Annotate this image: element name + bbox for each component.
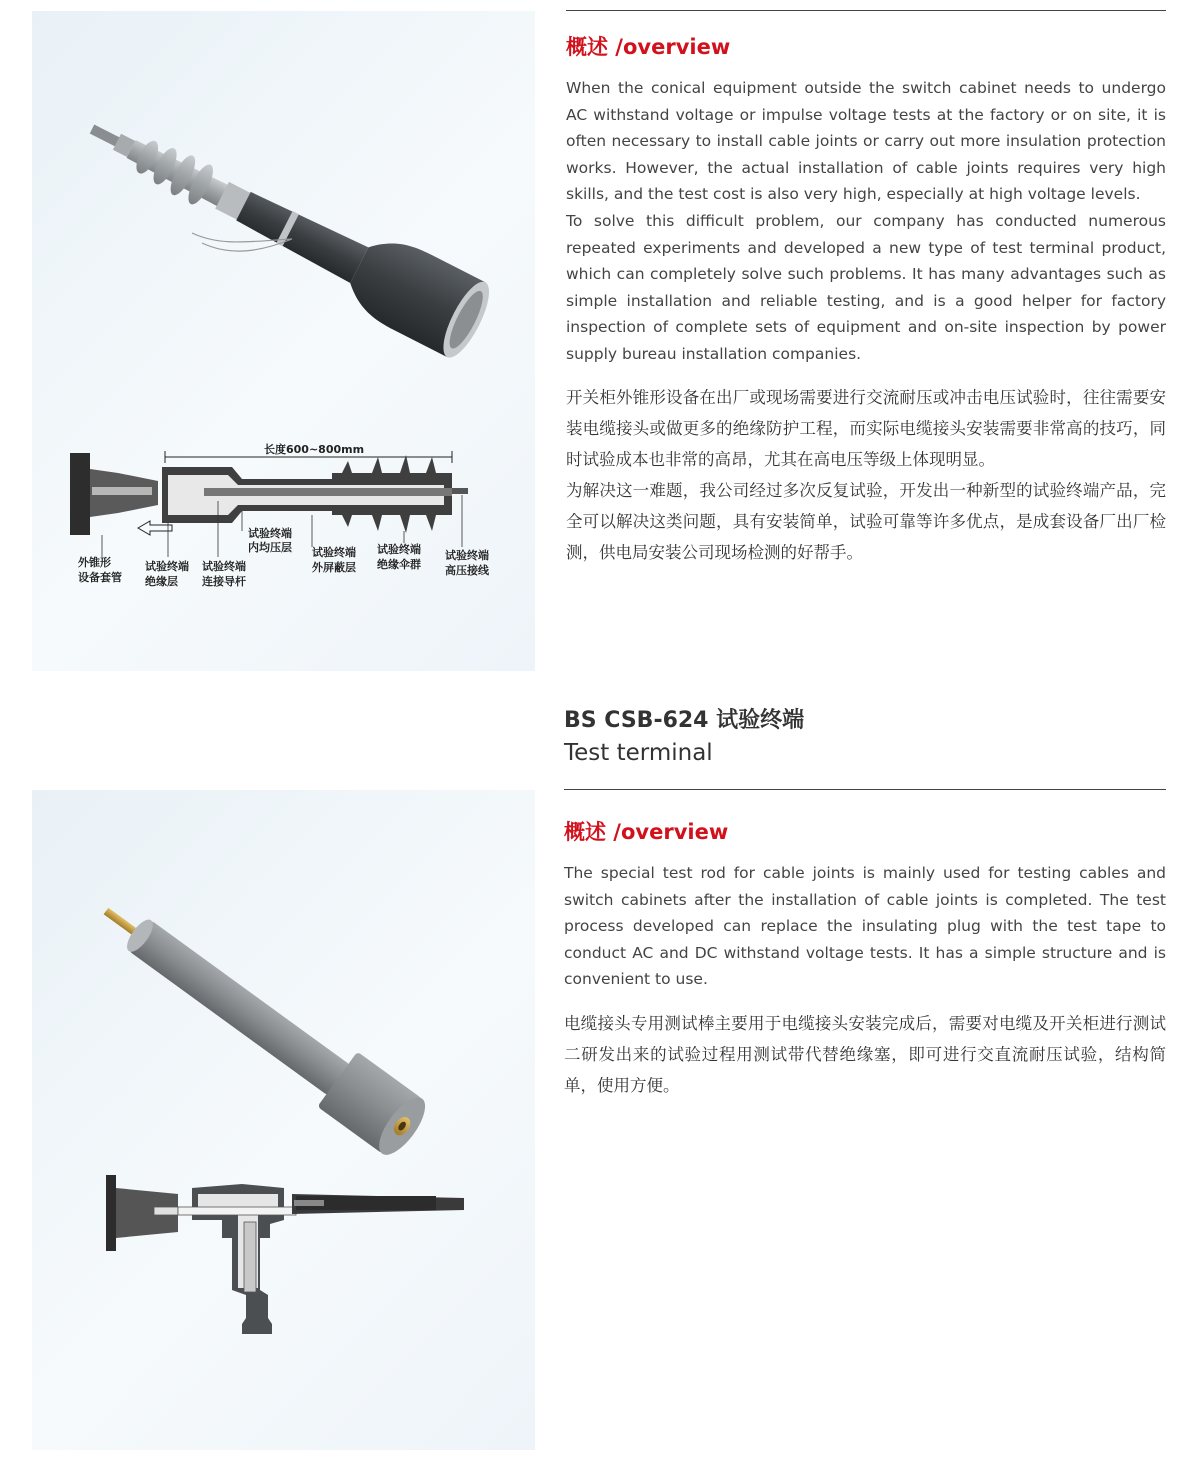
label-outer-2: 外屏蔽层 bbox=[312, 561, 356, 574]
label-conductor-1: 试验终端 bbox=[202, 560, 246, 573]
section-divider bbox=[564, 789, 1166, 790]
overview-title: 概述 /overview bbox=[564, 820, 729, 844]
label-hv-2: 高压接线 bbox=[445, 564, 489, 577]
label-inner-1: 试验终端 bbox=[248, 527, 292, 540]
product-subtitle: Test terminal bbox=[564, 740, 713, 766]
overview-paragraph: When the conical equipment outside the switch cabinet needs to undergo AC withstand voltage or impulse voltage tests at the factory or on site, it is often necessary to install cable joints or carry out more insulation protection works. However, the actual installation of cable joints requires very high skills, and the test cost is also very high, especially at high voltage levels. bbox=[566, 79, 1166, 204]
cross-section-diagram bbox=[70, 442, 490, 588]
label-inner-2: 内均压层 bbox=[248, 541, 292, 554]
overview-title: 概述 /overview bbox=[566, 35, 731, 59]
label-sheds-2: 绝缘伞群 bbox=[377, 558, 421, 571]
test-rod-photo bbox=[32, 790, 535, 1450]
label-bushing-2: 设备套管 bbox=[78, 571, 122, 584]
overview-english-text bbox=[564, 860, 1166, 993]
label-insulation-2: 绝缘层 bbox=[145, 575, 178, 588]
section-divider bbox=[566, 10, 1166, 11]
test-terminal-photo bbox=[32, 11, 535, 671]
label-bushing-1: 外锥形 bbox=[78, 556, 111, 569]
overview-english-text bbox=[566, 75, 1166, 368]
overview-paragraph: To solve this difficult problem, our company has conducted numerous repeated experiments and developed a new type of test terminal product, which can completely solve such problems. It has many advantages such as simple installation and reliable testing, and is a good helper for factory inspection of complete sets of equipment and on-site inspection by power supply bureau installation companies. bbox=[566, 211, 1166, 363]
overview-paragraph: 电缆接头专用测试棒主要用于电缆接头安装完成后，需要对电缆及开关柜进行测试二研发出来的试验过程用测试带代替绝缘塞，即可进行交直流耐压试验，结构简单，使用方便。 bbox=[564, 1014, 1166, 1095]
label-outer-1: 试验终端 bbox=[312, 546, 356, 559]
label-sheds-1: 试验终端 bbox=[377, 543, 421, 556]
label-hv-1: 试验终端 bbox=[445, 549, 489, 562]
diagram-length-label: 长度600~800mm bbox=[264, 443, 365, 456]
overview-chinese-text bbox=[566, 382, 1166, 568]
product-title: BS CSB-624 试验终端 bbox=[564, 708, 805, 733]
overview-paragraph: The special test rod for cable joints is mainly used for testing cables and switch cabinets after the installation of cable joints is completed. The test process developed can replace the insulating plug with the test tape to conduct AC and DC withstand voltage tests. It has a simple structure and is convenient to use. bbox=[564, 864, 1166, 989]
product-image-panel-2 bbox=[32, 790, 535, 1450]
product-image-panel-1 bbox=[32, 11, 535, 671]
label-conductor-2: 连接导杆 bbox=[202, 575, 246, 588]
overview-chinese-text bbox=[564, 1008, 1166, 1101]
overview-paragraph: 为解决这一难题，我公司经过多次反复试验，开发出一种新型的试验终端产品，完全可以解决这类问题，具有安装简单，试验可靠等许多优点，是成套设备厂出厂检测，供电局安装公司现场检测的好帮手。 bbox=[566, 481, 1166, 562]
label-insulation-1: 试验终端 bbox=[145, 560, 189, 573]
overview-paragraph: 开关柜外锥形设备在出厂或现场需要进行交流耐压或冲击电压试验时，往往需要安装电缆接头或做更多的绝缘防护工程，而实际电缆接头安装需要非常高的技巧，同时试验成本也非常的高昂，尤其在高电压等级上体现明显。 bbox=[566, 388, 1166, 469]
connection-diagram bbox=[106, 1175, 464, 1334]
